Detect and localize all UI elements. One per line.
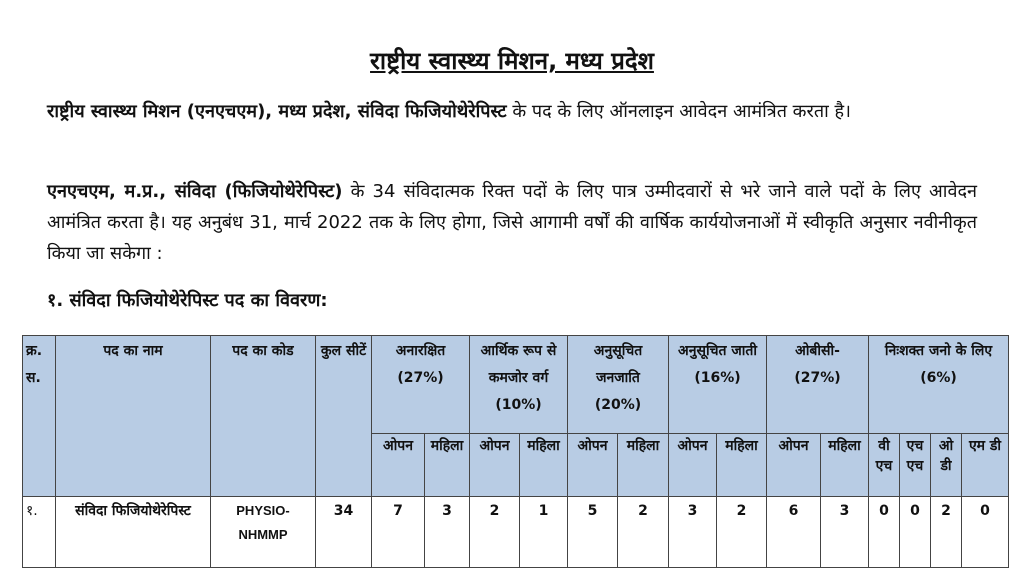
cell-total-seats: 34 xyxy=(316,497,372,568)
table-row xyxy=(23,497,1009,568)
subheader-hh: एच एच xyxy=(900,434,931,497)
subheader-open: ओपन xyxy=(767,434,821,497)
vacancy-table xyxy=(22,335,1009,568)
cell-ews-open: 2 xyxy=(470,497,520,568)
intro-paragraph xyxy=(47,96,977,127)
cell-ews-women: 1 xyxy=(520,497,568,568)
header-obc: ओबीसी- (27%) xyxy=(767,336,869,434)
header-serial: क्र. स. xyxy=(23,336,56,497)
subheader-open: ओपन xyxy=(372,434,425,497)
subheader-open: ओपन xyxy=(568,434,618,497)
header-ews: आर्थिक रूप से कमजोर वर्ग (10%) xyxy=(470,336,568,434)
subheader-women: महिला xyxy=(425,434,470,497)
section-heading: १. संविदा फिजियोथेरेपिस्ट पद का विवरण: xyxy=(47,290,328,311)
subheader-women: महिला xyxy=(717,434,767,497)
cell-od: 2 xyxy=(931,497,962,568)
subheader-od: ओ डी xyxy=(931,434,962,497)
header-sc: अनुसूचित जाती (16%) xyxy=(669,336,767,434)
cell-vh: 0 xyxy=(869,497,900,568)
cell-st-women: 2 xyxy=(618,497,669,568)
intro-bold: राष्ट्रीय स्वास्थ्य मिशन (एनएचएम), मध्य प्रदेश, संविदा फिजियोथेरेपिस्ट xyxy=(47,101,507,122)
details-rest: के 34 संविदात्मक रिक्त पदों के लिए पात्र उम्मीदवारों से भरे जाने वाले पदों के लिए आवेदन आमंत्रित करता है। यह अनुबंध 31, मार्च 2022 तक के लिए होगा, जिसे आगामी वर्षों की वार्षिक कार्ययोजनाओं में स्वीकृति अनुसार नवीनीकृत किया जा सकेगा : xyxy=(47,181,977,264)
subheader-women: महिला xyxy=(618,434,669,497)
cell-post-code: PHYSIO-NHMMP xyxy=(211,497,316,568)
subheader-women: महिला xyxy=(821,434,869,497)
header-post-code: पद का कोड xyxy=(211,336,316,497)
cell-obc-open: 6 xyxy=(767,497,821,568)
cell-ur-open: 7 xyxy=(372,497,425,568)
cell-sc-open: 3 xyxy=(669,497,717,568)
cell-md: 0 xyxy=(962,497,1009,568)
subheader-md: एम डी xyxy=(962,434,1009,497)
intro-rest: के पद के लिए ऑनलाइन आवेदन आमंत्रित करता है। xyxy=(506,101,851,122)
subheader-open: ओपन xyxy=(669,434,717,497)
header-unreserved: अनारक्षित (27%) xyxy=(372,336,470,434)
header-post-name: पद का नाम xyxy=(56,336,211,497)
subheader-women: महिला xyxy=(520,434,568,497)
cell-ur-women: 3 xyxy=(425,497,470,568)
header-disabled: निःशक्त जनो के लिए (6%) xyxy=(869,336,1009,434)
details-paragraph xyxy=(47,176,977,269)
cell-obc-women: 3 xyxy=(821,497,869,568)
cell-st-open: 5 xyxy=(568,497,618,568)
cell-hh: 0 xyxy=(900,497,931,568)
details-bold: एनएचएम, म.प्र., संविदा (फिजियोथेरेपिस्ट) xyxy=(47,181,343,202)
cell-post-name: संविदा फिजियोथेरेपिस्ट xyxy=(56,497,211,568)
subheader-open: ओपन xyxy=(470,434,520,497)
header-total-seats: कुल सीटें xyxy=(316,336,372,497)
header-st: अनुसूचित जनजाति (20%) xyxy=(568,336,669,434)
page-title: राष्ट्रीय स्वास्थ्य मिशन, मध्य प्रदेश xyxy=(370,47,654,75)
cell-sc-women: 2 xyxy=(717,497,767,568)
cell-serial: १. xyxy=(23,497,56,568)
subheader-vh: वी एच xyxy=(869,434,900,497)
